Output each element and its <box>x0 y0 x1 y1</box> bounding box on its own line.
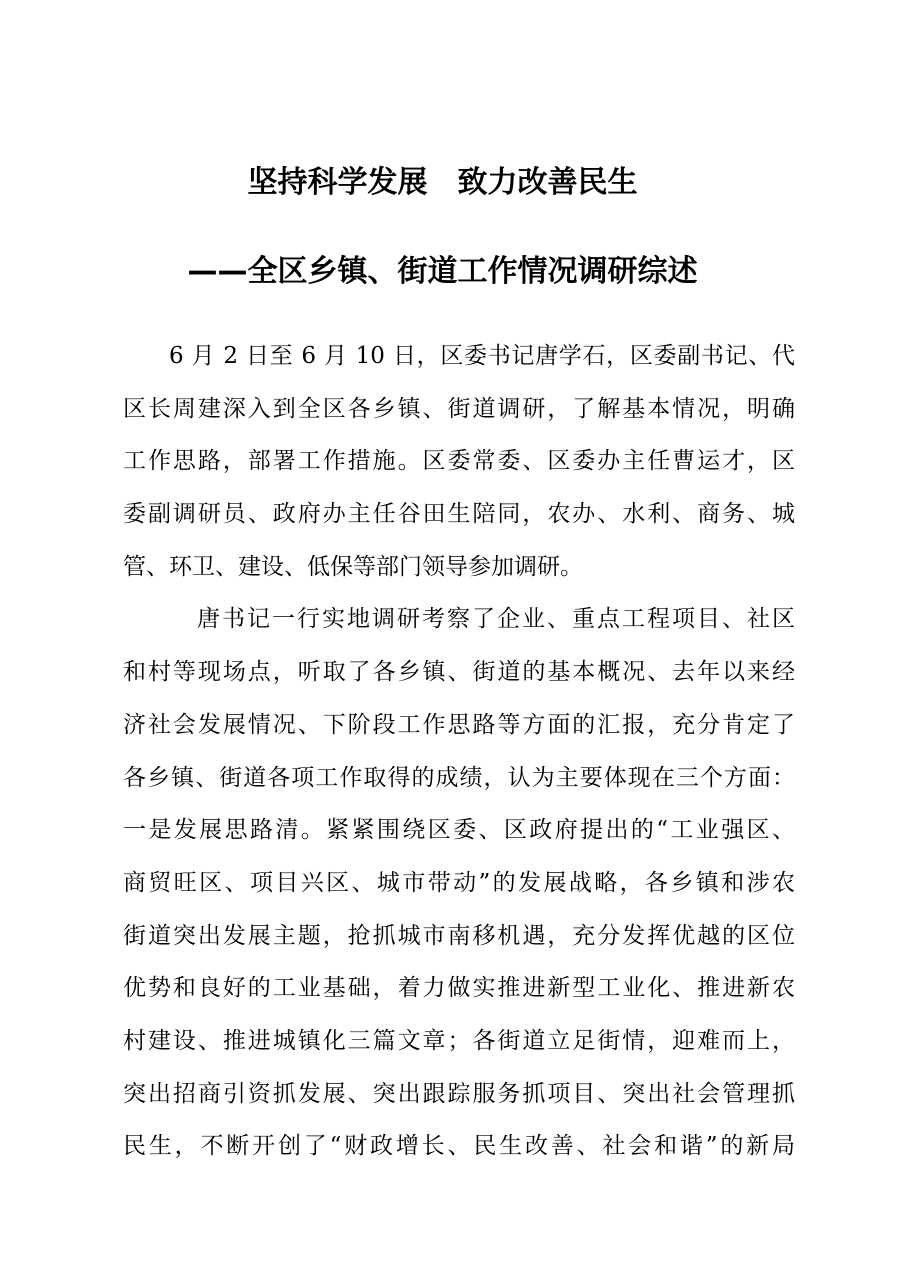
paragraph-1-line: 区长周建深入到全区各乡镇、街道调研，了解基本情况，明确 <box>123 395 795 422</box>
document-title <box>0 163 897 203</box>
paragraph-1-line: 6 月 2 日至 6 月 10 日，区委书记唐学石，区委副书记、代 <box>169 343 795 369</box>
paragraph-2-line: 济社会发展情况、下阶段工作思路等方面的汇报，充分肯定了 <box>123 711 795 738</box>
paragraph-2-line: 村建设、推进城镇化三篇文章；各街道立足街情，迎难而上， <box>123 1027 795 1054</box>
paragraph-2-line: 一是发展思路清。紧紧围绕区委、区政府提出的“工业强区、 <box>123 817 795 844</box>
document-body <box>123 330 795 1173</box>
paragraph-2-line: 各乡镇、街道各项工作取得的成绩，认为主要体现在三个方面： <box>123 764 795 791</box>
title-part-1: 坚持科学发展 <box>247 165 428 200</box>
paragraph-2-line: 民生，不断开创了“财政增长、民生改善、社会和谐”的新局 <box>123 1133 795 1160</box>
paragraph-1-line: 委副调研员、政府办主任谷田生陪同，农办、水利、商务、城 <box>123 501 795 528</box>
paragraph-2-line: 唐书记一行实地调研考察了企业、重点工程项目、社区 <box>197 606 795 633</box>
paragraph-2-line: 商贸旺区、项目兴区、城市带动”的发展战略，各乡镇和涉农 <box>123 869 795 896</box>
paragraph-1-line: 管、环卫、建设、低保等部门领导参加调研。 <box>123 553 583 580</box>
paragraph-1-line: 工作思路，部署工作措施。区委常委、区委办主任曹运才，区 <box>123 448 795 475</box>
paragraph-2-line: 街道突出发展主题，抢抓城市南移机遇，充分发挥优越的区位 <box>123 922 795 949</box>
paragraph-2-line: 突出招商引资抓发展、突出跟踪服务抓项目、突出社会管理抓 <box>123 1080 795 1107</box>
paragraph-2-line: 优势和良好的工业基础，着力做实推进新型工业化、推进新农 <box>123 975 795 1002</box>
title-part-2: 致力改善民生 <box>457 165 638 200</box>
paragraph-2-line: 和村等现场点，听取了各乡镇、街道的基本概况、去年以来经 <box>123 659 795 686</box>
document-subtitle: ——全区乡镇、街道工作情况调研综述 <box>187 254 698 289</box>
